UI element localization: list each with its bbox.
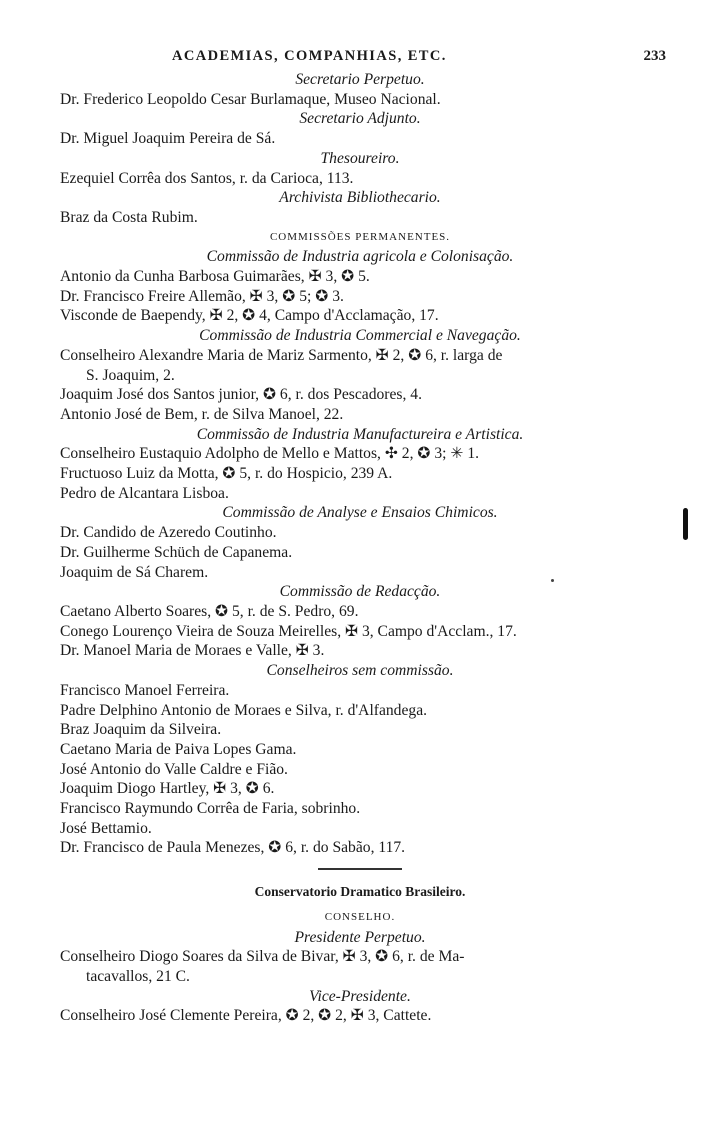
text-line: José Antonio do Valle Caldre e Fião. bbox=[60, 760, 288, 778]
text-line: Braz Joaquim da Silveira. bbox=[60, 721, 222, 739]
italic-heading: Archivista Bibliothecario. bbox=[279, 189, 441, 207]
text-line: Braz da Costa Rubim. bbox=[60, 208, 198, 226]
text-line: Visconde de Baependy, ✠ 2, ✪ 4, Campo d'Acclamação, 17. bbox=[60, 307, 439, 325]
text-line: Fructuoso Luiz da Motta, ✪ 5, r. do Hospicio, 239 A. bbox=[60, 465, 393, 483]
text-line: Dr. Guilherme Schüch de Capanema. bbox=[60, 543, 293, 561]
text-line: Dr. Francisco de Paula Menezes, ✪ 6, r. do Sabão, 117. bbox=[60, 839, 406, 857]
italic-heading: Commissão de Industria Manufactureira e Artistica. bbox=[196, 425, 524, 443]
text-line: Caetano Alberto Soares, ✪ 5, r. de S. Pedro, 69. bbox=[60, 602, 359, 620]
italic-heading: Commissão de Industria Commercial e Navegação. bbox=[199, 327, 521, 345]
italic-heading: Secretario Perpetuo. bbox=[295, 71, 425, 88]
text-line: Dr. Manoel Maria de Moraes e Valle, ✠ 3. bbox=[60, 642, 325, 660]
italic-heading: Commissão de Industria agricola e Colonisação. bbox=[206, 248, 514, 266]
text-line: Dr. Candido de Azeredo Coutinho. bbox=[60, 524, 277, 542]
text-line: Conselheiro Diogo Soares da Silva de Bivar, ✠ 3, ✪ 6, r. de Ma- bbox=[60, 948, 465, 966]
text-line: Conego Lourenço Vieira de Souza Meirelles, ✠ 3, Campo d'Acclam., 17. bbox=[60, 622, 517, 640]
text-line: tacavallos, 21 C. bbox=[86, 967, 190, 985]
italic-heading: Vice-Presidente. bbox=[309, 987, 411, 1005]
text-line: Pedro de Alcantara Lisboa. bbox=[60, 484, 229, 502]
text-line: Caetano Maria de Paiva Lopes Gama. bbox=[60, 740, 297, 758]
smallcaps-heading: COMMISSÕES PERMANENTES. bbox=[269, 230, 451, 243]
text-line: Francisco Manoel Ferreira. bbox=[60, 681, 230, 699]
italic-heading: Commissão de Redacção. bbox=[279, 583, 441, 601]
italic-heading: Thesoureiro. bbox=[320, 149, 400, 167]
text-line: Padre Delphino Antonio de Moraes e Silva, r. d'Alfandega. bbox=[60, 701, 428, 719]
italic-heading: Conselheiros sem commissão. bbox=[266, 662, 454, 680]
text-line: Dr. Frederico Leopoldo Cesar Burlamaque, Museo Nacional. bbox=[60, 90, 441, 108]
margin-mark bbox=[683, 508, 688, 540]
text-line: Conselheiro Eustaquio Adolpho de Mello e Mattos, ✣ 2, ✪ 3; ✳ 1. bbox=[60, 445, 480, 463]
text-line: José Bettamio. bbox=[60, 819, 152, 837]
section-divider bbox=[318, 868, 402, 870]
running-header bbox=[60, 48, 666, 70]
text-line: Joaquim José dos Santos junior, ✪ 6, r. dos Pescadores, 4. bbox=[60, 386, 422, 404]
section-subheading: CONSELHO. bbox=[324, 910, 396, 923]
text-line: Ezequiel Corrêa dos Santos, r. da Carioca, 113. bbox=[60, 169, 354, 187]
page-number: 233 bbox=[643, 48, 666, 64]
text-line: Francisco Raymundo Corrêa de Faria, sobrinho. bbox=[60, 800, 361, 818]
text-line: Conselheiro José Clemente Pereira, ✪ 2, ✪ 2, ✠ 3, Cattete. bbox=[60, 1007, 432, 1025]
text-line: Dr. Francisco Freire Allemão, ✠ 3, ✪ 5; ✪ 3. bbox=[60, 287, 344, 305]
document-page bbox=[60, 48, 666, 1026]
text-line: Conselheiro Alexandre Maria de Mariz Sarmento, ✠ 2, ✪ 6, r. larga de bbox=[60, 346, 503, 364]
main-text bbox=[60, 70, 660, 858]
ink-speck bbox=[551, 579, 554, 582]
text-line: Dr. Miguel Joaquim Pereira de Sá. bbox=[60, 130, 276, 148]
italic-heading: Secretario Adjunto. bbox=[299, 110, 421, 128]
italic-heading: Presidente Perpetuo. bbox=[294, 928, 426, 946]
section-text bbox=[60, 928, 660, 1027]
text-line: S. Joaquim, 2. bbox=[86, 366, 175, 384]
italic-heading: Commissão de Analyse e Ensaios Chimicos. bbox=[222, 504, 498, 522]
text-line: Antonio da Cunha Barbosa Guimarães, ✠ 3, ✪ 5. bbox=[60, 268, 370, 286]
section-title: Conservatorio Dramatico Brasileiro. bbox=[254, 884, 466, 900]
running-title: ACADEMIAS, COMPANHIAS, ETC. bbox=[172, 48, 447, 64]
text-line: Joaquim de Sá Charem. bbox=[60, 563, 209, 581]
text-line: Joaquim Diogo Hartley, ✠ 3, ✪ 6. bbox=[60, 780, 275, 798]
text-line: Antonio José de Bem, r. de Silva Manoel, 22. bbox=[60, 405, 344, 423]
